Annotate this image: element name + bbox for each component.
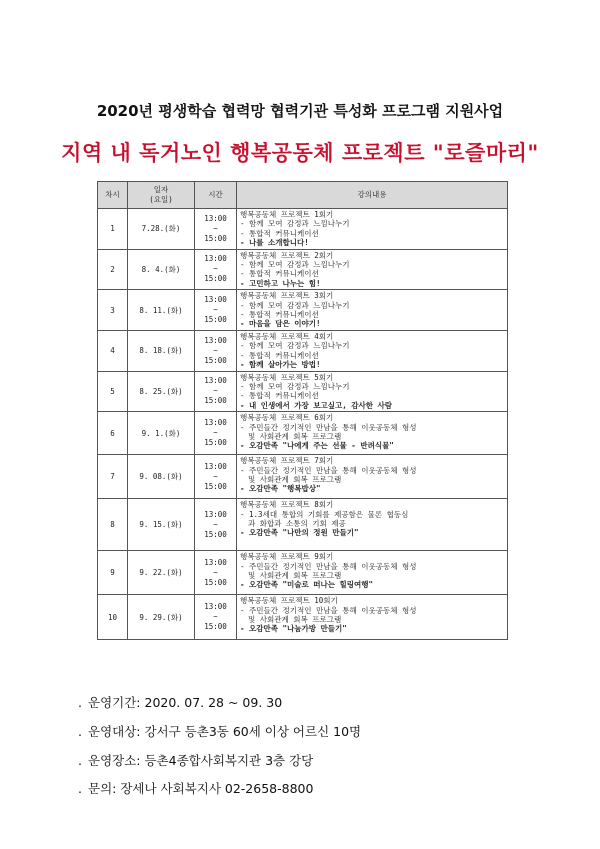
content-line: - 통합적 커뮤니케이션 bbox=[240, 391, 319, 401]
content-line: 행복공동체 프로젝트 8회기 bbox=[240, 500, 334, 510]
date-cell: 9. 08.(화) bbox=[128, 455, 195, 499]
table-row bbox=[98, 209, 508, 250]
bullet: . bbox=[78, 753, 82, 768]
content-line: - 주민들간 정기적인 만남을 통해 이웃공동체 형성 bbox=[240, 422, 417, 432]
program-title: 지역 내 독거노인 행복공동체 프로젝트 "로즐마리" bbox=[61, 141, 539, 165]
time-separator: ~ bbox=[213, 612, 218, 622]
content-line: - 함께 모여 감정과 느낌나누기 bbox=[240, 300, 350, 310]
content-line: 행복공동체 프로젝트 1회기 bbox=[240, 210, 334, 219]
content-line: 및 사회관계 회복 프로그램 bbox=[248, 474, 342, 484]
header-date bbox=[128, 182, 195, 209]
time-start: 13:00 bbox=[204, 295, 227, 305]
date-cell: 9. 15.(화) bbox=[128, 499, 195, 551]
bullet: . bbox=[78, 781, 82, 796]
date-cell: 9. 1.(화) bbox=[128, 412, 195, 455]
content-line: - 함께 모여 감정과 느낌나누기 bbox=[240, 381, 350, 391]
content-line: - 1.3세대 통합의 기회를 제공함은 물론 협동심 bbox=[240, 509, 409, 519]
time-separator: ~ bbox=[213, 428, 218, 438]
session-cell: 7 bbox=[98, 455, 128, 499]
date-cell: 8. 4.(화) bbox=[128, 249, 195, 290]
content-line: - 통합적 커뮤니케이션 bbox=[240, 269, 319, 279]
time-end: 15:00 bbox=[204, 355, 227, 365]
content-line: - 오감만족 "나눔가방 만들기" bbox=[240, 624, 347, 634]
content-cell bbox=[237, 290, 508, 331]
time-start: 13:00 bbox=[204, 213, 227, 223]
content-line: - 주민들간 정기적인 만남을 통해 이웃공동체 형성 bbox=[240, 561, 417, 571]
content-cell bbox=[237, 209, 508, 250]
session-cell: 8 bbox=[98, 499, 128, 551]
content-line: - 내 인생에서 가장 보고싶고, 감사한 사람 bbox=[240, 400, 393, 410]
content-line: - 통합적 커뮤니케이션 bbox=[240, 310, 319, 320]
content-line: - 마음을 담은 이야기! bbox=[240, 319, 321, 329]
time-end: 15:00 bbox=[204, 481, 227, 491]
schedule-table bbox=[97, 181, 508, 640]
time-end: 15:00 bbox=[204, 274, 227, 284]
program-subtitle: 2020년 평생학습 협력망 협력기관 특성화 프로그램 지원사업 bbox=[96, 102, 504, 120]
time-end: 15:00 bbox=[204, 622, 227, 632]
period-text: 운영기간: 2020. 07. 28 ~ 09. 30 bbox=[88, 695, 283, 710]
session-cell: 5 bbox=[98, 371, 128, 412]
table-row bbox=[98, 412, 508, 455]
session-cell: 9 bbox=[98, 551, 128, 595]
time-start: 13:00 bbox=[204, 376, 227, 386]
content-cell bbox=[237, 330, 508, 371]
content-line: - 통합적 커뮤니케이션 bbox=[240, 228, 319, 238]
content-line: - 함께 살아가는 방법! bbox=[240, 360, 321, 370]
content-line: 행복공동체 프로젝트 7회기 bbox=[240, 456, 334, 466]
content-line: 및 사회관계 회복 프로그램 bbox=[248, 570, 342, 580]
time-separator: ~ bbox=[213, 264, 218, 274]
time-separator: ~ bbox=[213, 386, 218, 396]
content-line: - 함께 모여 감정과 느낌나누기 bbox=[240, 341, 350, 351]
date-cell: 7.28.(화) bbox=[128, 209, 195, 250]
table-row bbox=[98, 455, 508, 499]
content-cell bbox=[237, 412, 508, 455]
content-line: - 주민들간 정기적인 만남을 통해 이웃공동체 형성 bbox=[240, 605, 417, 615]
time-cell bbox=[195, 290, 237, 331]
date-cell: 9. 29.(화) bbox=[128, 595, 195, 640]
content-cell bbox=[237, 455, 508, 499]
time-end: 15:00 bbox=[204, 529, 227, 539]
time-end: 15:00 bbox=[204, 233, 227, 243]
time-start: 13:00 bbox=[204, 509, 227, 519]
info-place bbox=[78, 751, 313, 769]
content-line: 행복공동체 프로젝트 5회기 bbox=[240, 372, 334, 382]
session-cell: 2 bbox=[98, 249, 128, 290]
content-line: - 나를 소개합니다! bbox=[240, 238, 309, 248]
content-cell bbox=[237, 249, 508, 290]
content-line: 행복공동체 프로젝트 9회기 bbox=[240, 552, 334, 562]
time-cell bbox=[195, 455, 237, 499]
time-end: 15:00 bbox=[204, 577, 227, 587]
content-line: 행복공동체 프로젝트 3회기 bbox=[240, 291, 334, 301]
session-cell: 4 bbox=[98, 330, 128, 371]
table-row bbox=[98, 330, 508, 371]
content-line: - 오감만족 "행복밥상" bbox=[240, 484, 321, 494]
content-line: - 함께 모여 감정과 느낌나누기 bbox=[240, 219, 350, 229]
date-cell: 8. 25.(화) bbox=[128, 371, 195, 412]
table-row bbox=[98, 551, 508, 595]
time-cell bbox=[195, 499, 237, 551]
content-line: 및 사회관계 회복 프로그램 bbox=[248, 431, 342, 441]
time-separator: ~ bbox=[213, 223, 218, 233]
bullet: . bbox=[78, 724, 82, 739]
content-line: 행복공동체 프로젝트 4회기 bbox=[240, 331, 334, 341]
time-separator: ~ bbox=[213, 345, 218, 355]
content-line: - 오감만족 "나에게 주는 선물 - 반려식물" bbox=[240, 441, 394, 451]
content-cell bbox=[237, 551, 508, 595]
time-start: 13:00 bbox=[204, 335, 227, 345]
date-cell: 8. 18.(화) bbox=[128, 330, 195, 371]
time-start: 13:00 bbox=[204, 418, 227, 428]
header-content: 강의내용 bbox=[237, 182, 508, 209]
content-line: - 고민하고 나누는 힘! bbox=[240, 278, 321, 288]
time-start: 13:00 bbox=[204, 461, 227, 471]
content-line: 행복공동체 프로젝트 10회기 bbox=[240, 596, 338, 606]
content-line: - 주민들간 정기적인 만남을 통해 이웃공동체 형성 bbox=[240, 465, 417, 475]
time-cell bbox=[195, 412, 237, 455]
header-date-line2: (요일) bbox=[149, 195, 173, 204]
content-line: - 오감만족 "나만의 정원 만들기" bbox=[240, 528, 359, 538]
time-cell bbox=[195, 595, 237, 640]
content-cell bbox=[237, 499, 508, 551]
content-cell bbox=[237, 371, 508, 412]
info-contact bbox=[78, 779, 313, 797]
table-row bbox=[98, 499, 508, 551]
time-separator: ~ bbox=[213, 305, 218, 315]
info-period bbox=[78, 693, 282, 711]
content-line: 과 화합과 소통의 기회 제공 bbox=[248, 518, 346, 528]
contact-text: 문의: 장세나 사회복지사 02-2658-8800 bbox=[88, 781, 314, 796]
session-cell: 10 bbox=[98, 595, 128, 640]
content-cell bbox=[237, 595, 508, 640]
date-cell: 9. 22.(화) bbox=[128, 551, 195, 595]
target-text: 운영대상: 강서구 등촌3동 60세 이상 어르신 10명 bbox=[88, 724, 362, 739]
content-line: - 오감만족 "미술로 떠나는 힐링여행" bbox=[240, 580, 374, 590]
header-session: 차시 bbox=[98, 182, 128, 209]
header-date-line1: 일자 bbox=[153, 185, 169, 194]
table-row bbox=[98, 249, 508, 290]
time-end: 15:00 bbox=[204, 396, 227, 406]
time-separator: ~ bbox=[213, 471, 218, 481]
header-time: 시간 bbox=[195, 182, 237, 209]
content-line: 및 사회관계 회복 프로그램 bbox=[248, 614, 342, 624]
time-cell bbox=[195, 551, 237, 595]
time-separator: ~ bbox=[213, 519, 218, 529]
table-row bbox=[98, 595, 508, 640]
info-target bbox=[78, 722, 361, 740]
content-line: - 함께 모여 감정과 느낌나누기 bbox=[240, 260, 350, 270]
table-row bbox=[98, 371, 508, 412]
session-cell: 3 bbox=[98, 290, 128, 331]
time-start: 13:00 bbox=[204, 254, 227, 264]
time-start: 13:00 bbox=[204, 557, 227, 567]
time-separator: ~ bbox=[213, 567, 218, 577]
content-line: 행복공동체 프로젝트 6회기 bbox=[240, 413, 334, 423]
time-cell bbox=[195, 249, 237, 290]
time-cell bbox=[195, 371, 237, 412]
time-cell bbox=[195, 330, 237, 371]
session-cell: 6 bbox=[98, 412, 128, 455]
time-start: 13:00 bbox=[204, 602, 227, 612]
table-header-row bbox=[98, 182, 508, 209]
schedule-body bbox=[98, 209, 508, 640]
bullet: . bbox=[78, 695, 82, 710]
content-line: 행복공동체 프로젝트 2회기 bbox=[240, 250, 334, 260]
time-end: 15:00 bbox=[204, 438, 227, 448]
date-cell: 8. 11.(화) bbox=[128, 290, 195, 331]
content-line: - 통합적 커뮤니케이션 bbox=[240, 350, 319, 360]
table-row bbox=[98, 290, 508, 331]
place-text: 운영장소: 등촌4종합사회복지관 3층 강당 bbox=[88, 753, 314, 768]
time-cell bbox=[195, 209, 237, 250]
session-cell: 1 bbox=[98, 209, 128, 250]
time-end: 15:00 bbox=[204, 315, 227, 325]
